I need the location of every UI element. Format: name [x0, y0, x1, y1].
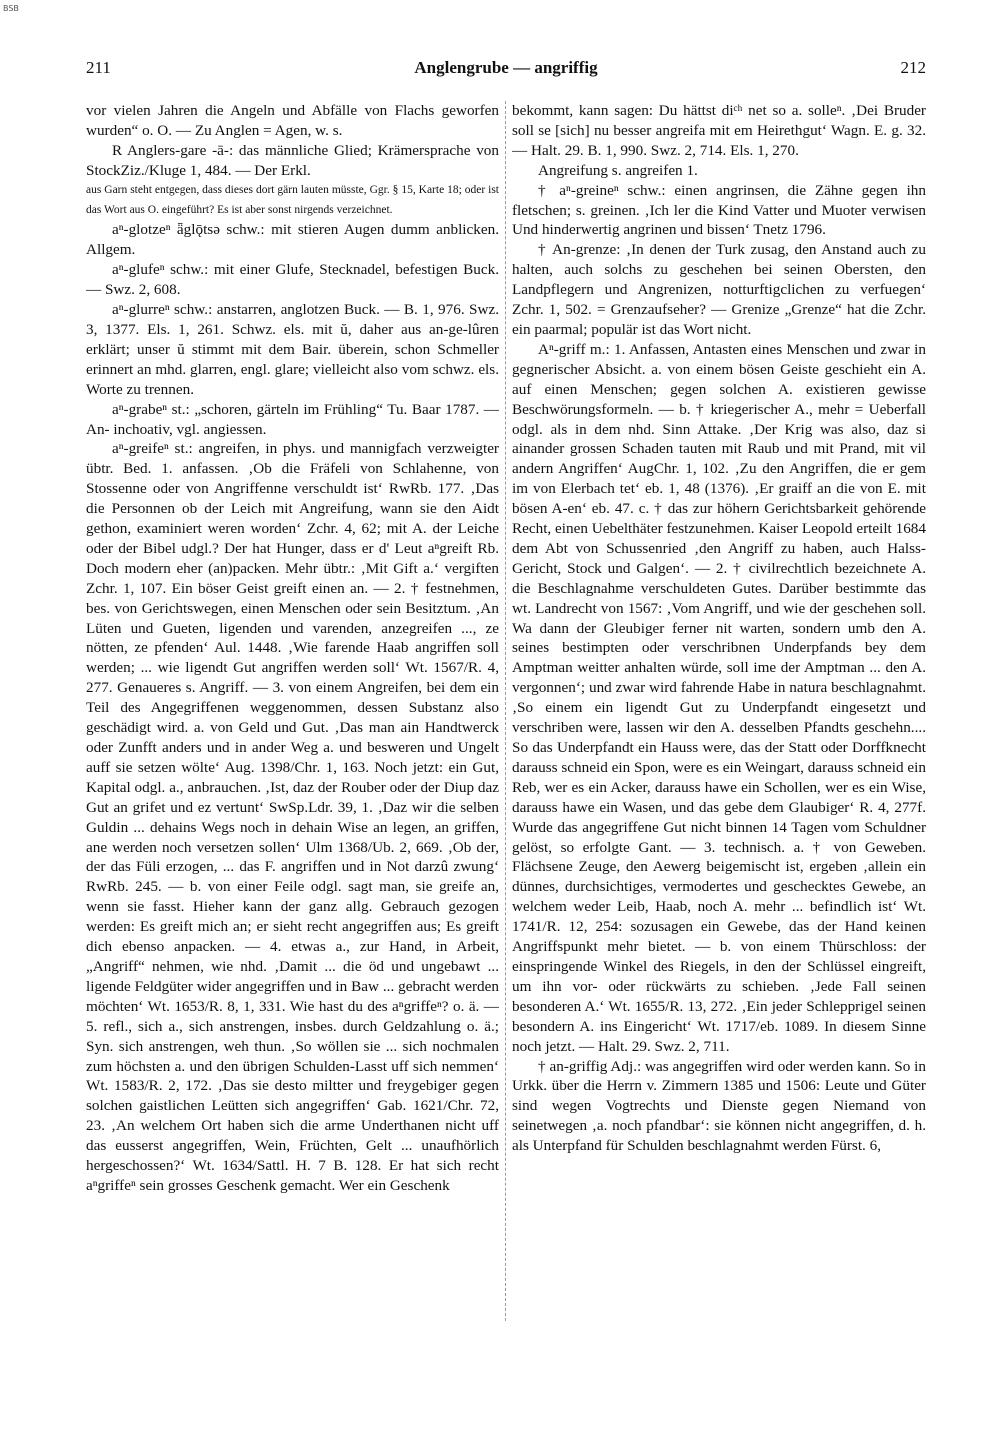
dictionary-paragraph: R Anglers-gare -ā-: das männliche Glied; Krämersprache von StockZiz./Kluge 1, 484. — Der Erkl. [86, 141, 499, 179]
dictionary-paragraph: aⁿ-greifeⁿ st.: angreifen, in phys. und mannigfach verzweigter übtr. Bed. 1. anfassen. ‚Ob die Fräfeli von Schlahenne, von Stossenne oder von Angriffenne verschuldt ist‘ RwRb. 177. ‚Das die Personnen ob der Leich mit Angreifung, wann sie den Aidt gethon, examiniert weren worden‘ Zchr. 4, 62; mit A. der Leiche oder der Bibel udgl.? Der hat Hunger, dass er d' Leut aⁿgreift Rb. Doch modern eher (an)packen. Mehr übtr.: ‚Mit Gift a.‘ vergiften Zchr. 1, 107. Ein böser Geist greift einen an. — 2. † festnehmen, bes. von Gerichtswegen, einen Menschen oder sein Besitztum. ‚An Lüten und Gueten, ligenden und varenden, anzegreifen ..., ze nötten, ze pfenden‘ Aul. 1448. ‚Wie farende Haab angriffen soll werden; ... wie ligendt Gut angriffen werden soll‘ Wt. 1567/R. 4, 277. Genaueres s. Angriff. — 3. von einem Angreifen, bei dem ein Teil des Angegriffenen weggenommen, dessen Substanz also geschädigt wird. a. von Geld und Gut. ‚Das man ain Handtwerck oder Zunfft anders und in ander Weg a. und besweren und Ungelt auff sie setzen wölte‘ Aug. 1398/Chr. 1, 163. Noch jetzt: ein Gut, Kapital odgl. a., anbrauchen. ‚Ist, daz der Rouber oder der Diup daz Gut an grifet und ez vertunt‘ SwSp.Ldr. 39, 1. ‚Daz wir die selben Guldin ... dehains Wegs noch in dehain Wise an legen, an griffen, ane werden noch versetzen sollen‘ Ulm 1368/Ub. 2, 669. ‚Ob der, der das Füli erzogen, ... das F. angriffen und in Not darzû zwung‘ RwRb. 245. — b. von einer Feile odgl. sagt man, sie greife an, wenn sie fasst. Hieher kann der ganz allg. Gebrauch gezogen werden: Es greift mich an; er sieht recht angegriffen aus; Es greift dich ebenso anpacken. — 4. etwas a., zur Hand, in Arbeit, „Angriff“ nehmen, wie nhd. ‚Damit ... die öd und ungebawt ... ligende Feldgüter wider angegriffen und in Baw ... gebracht werden möchten‘ Wt. 1653/R. 8, 1, 331. Wie hast du des aⁿgriffeⁿ? o. ä. — 5. refl., sich a., sich anstrengen, insbes. durch Geldzahlung o. ä.; Syn. sich anstrengen, weh thun. ‚So wöllen sie ... sich nochmalen zum höchsten a. und den übrigen Schulden-Lasst uff sich nemmen‘ Wt. 1583/R. 2, 172. ‚Das sie desto miltter und freygebiger gegen solchen gaistlichen Leütten sich angegriffen‘ Gab. 1621/Chr. 72, 23. ‚An welchem Ort haben sich die arme Underthanen nicht uff das eusserst angegriffen, Wein, Früchten, Gelt ... unaufhörlich hergeschossen?‘ Wt. 1634/Sattl. H. 7 B. 128. Er hat sich recht aⁿgriffeⁿ sein grosses Geschenk gemacht. Wer ein Geschenk [86, 440, 499, 1194]
dictionary-paragraph: vor vielen Jahren die Angeln und Abfälle von Flachs geworfen wurden“ o. O. — Zu Anglen = Agen, w. s. [86, 102, 499, 139]
dictionary-paragraph: aus Garn steht entgegen, dass dieses dort gärn lauten müsste, Ggr. § 15, Karte 18; oder ist das Wort aus O. eingeführt? Es ist aber sonst nirgends verzeichnet. [86, 183, 499, 216]
library-watermark: BSB [3, 4, 19, 13]
dictionary-paragraph: † an-griffig Adj.: was angegriffen wird oder werden kann. So in Urkk. über die Herrn v. Zimmern 1385 und 1506: Leute und Güter sind wegen Vogtrechts und Dienste gegen Niemand von seinetwegen ‚a. noch pfandbar‘: sie können nicht angegriffen, d. h. als Unterpfand für Schulden beschlagnahmt werden Fürst. 6, [512, 1057, 926, 1155]
dictionary-paragraph: Aⁿ-griff m.: 1. Anfassen, Antasten eines Menschen und zwar in gegnerischer Absicht. a. von einem bösen Geiste geschieht ein A. auf einen Menschen; gegen solchen A. existieren gewisse Beschwörungsformeln. — b. † kriegerischer A., mehr = Ueberfall odgl. als in dem nhd. Sinn Attake. ‚Der Krig was also, daz si ainander grossen Schaden tauten mit Raub und mit Prand, mit vil andern Angriffen‘ AugChr. 1, 102. ‚Zu den Angriffen, die er gem im von Elerbach tet‘ eb. 1, 48 (1376). ‚Er graiff an die von E. mit bösen A-en‘ eb. 47. c. † das zur höhern Gerichtsbarkeit gehörende Recht, einen Uebelthäter festzunehmen. Kaiser Leopold erteilt 1684 dem Abt von Schussenried ‚den Angriff zu haben, auch Halss-Gericht, Stock und Galgen‘. — 2. † civilrechtlich bezeichnete A. die Beschlagnahme verschuldeten Gutes. Darüber bestimmte das wt. Landrecht von 1567: ‚Vom Angriff, und wie der geschehen soll. Wa dann der Gleubiger ferner nit warten, sondern umb den A. seines bestimpten oder verschribnen Underpfands bey dem Amptman weitter anhalten würde, soll ime der Amptman ... den A. vergonnen‘; und zwar wird fahrende Habe in natura beschlagnahmt. ‚So einem ein ligendt Gut zu Underpfandt eingesetzt und verschriben were, lassen wir den A. desselben Pfandts geschehn.... So das Underpfandt ein Hauss were, das der Statt oder Dorffknecht darauss schneid ein Spon, were es ein Weingart, darauss schneid ein Reb, wer es ein Acker, darauss hawe ein Schollen, wer es ein Wise, darauss hawe ein Wasen, und das gebe dem Glaubiger‘ R. 4, 277f. Wurde das angegriffene Gut nicht binnen 14 Tagen vom Schuldner gelöst, so erfolgte Gant. — 3. technisch. a. † von Geweben. Flächsene Zeuge, den Aewerg beigemischt ist, ergeben ‚allein ein dünnes, durchsichtiges, vermodertes und geschecktes Gewebe, an welchem weder Leib, Haab, noch A. mehr ... befindlich ist‘ Wt. 1741/R. 12, 254: sozusagen ein Gewebe, das der Hand keinen Angriffspunkt mehr bietet. — b. von einem Thürschloss: der einspringende Winkel des Riegels, in den der Schlüssel eingreift, um ihn vor- oder rückwärts zu schieben. ‚Jede Fall seinen besonderen A.‘ Wt. 1655/R. 13, 272. ‚Ein jeder Schlepprigel seinen besondern A. ins Eingericht‘ Wt. 1717/eb. 1089. In diesem Sinne noch jetzt. — Halt. 29. Swz. 2, 711. [512, 340, 926, 1055]
column-divider [505, 101, 506, 1321]
dictionary-paragraph: Angreifung s. angreifen 1. [538, 161, 698, 179]
dictionary-paragraph: aⁿ-glotzeⁿ ǟglǭtsə schw.: mit stieren Augen dumm anblicken. Allgem. [86, 221, 499, 259]
dictionary-paragraph: aⁿ-grabeⁿ st.: „schoren, gärteln im Frühling“ Tu. Baar 1787. — An- inchoativ, vgl. angiessen. [86, 400, 499, 438]
dictionary-paragraph: bekommt, kann sagen: Du hättst diᶜʰ net so a. solleⁿ. ‚Dei Bruder soll se [sich] nu besser angreifa mit em Heirethgut‘ Wagn. E. g. 32. — Halt. 29. B. 1, 990. Swz. 2, 714. Els. 1, 270. [512, 102, 926, 159]
right-column [512, 101, 926, 1326]
dictionary-paragraph: aⁿ-glurreⁿ schw.: anstarren, anglotzen Buck. — B. 1, 976. Swz. 3, 1377. Els. 1, 261. Schwz. els. mit ŭ, daher aus an-ge-lûren erklärt; unser ŭ stimmt mit dem Bair. überein, schon Schmeller erinnert an mhd. glarren, engl. glare; vielleicht also vom schwz. els. Worte zu trennen. [86, 301, 499, 398]
left-column [86, 101, 499, 1326]
running-title: Anglengrube — angriffig [414, 58, 598, 77]
dictionary-paragraph: aⁿ-glufeⁿ schw.: mit einer Glufe, Stecknadel, befestigen Buck. — Swz. 2, 608. [86, 261, 499, 299]
page-header [86, 58, 926, 82]
dictionary-paragraph: † An-grenze: ‚In denen der Turk zusag, den Anstand auch zu halten, auch solchs zu geschehen bei seinen Obersten, den Landpflegern und Angrenizen, notturftigclichen zu verfuegen‘ Zchr. 1, 502. = Grenzaufseher? — Grenize „Grenze“ hat die Zchr. ein paarmal; populär ist das Wort nicht. [512, 241, 926, 338]
page-number-right: 212 [900, 58, 926, 77]
page-number-left: 211 [86, 58, 111, 77]
dictionary-paragraph: † aⁿ-greineⁿ schw.: einen angrinsen, die Zähne gegen ihn fletschen; s. greinen. ‚Ich ler die Kind Vatter und Muoter verwisen Und hinderwertig angrinen und bissen‘ Tnetz 1796. [512, 181, 926, 239]
